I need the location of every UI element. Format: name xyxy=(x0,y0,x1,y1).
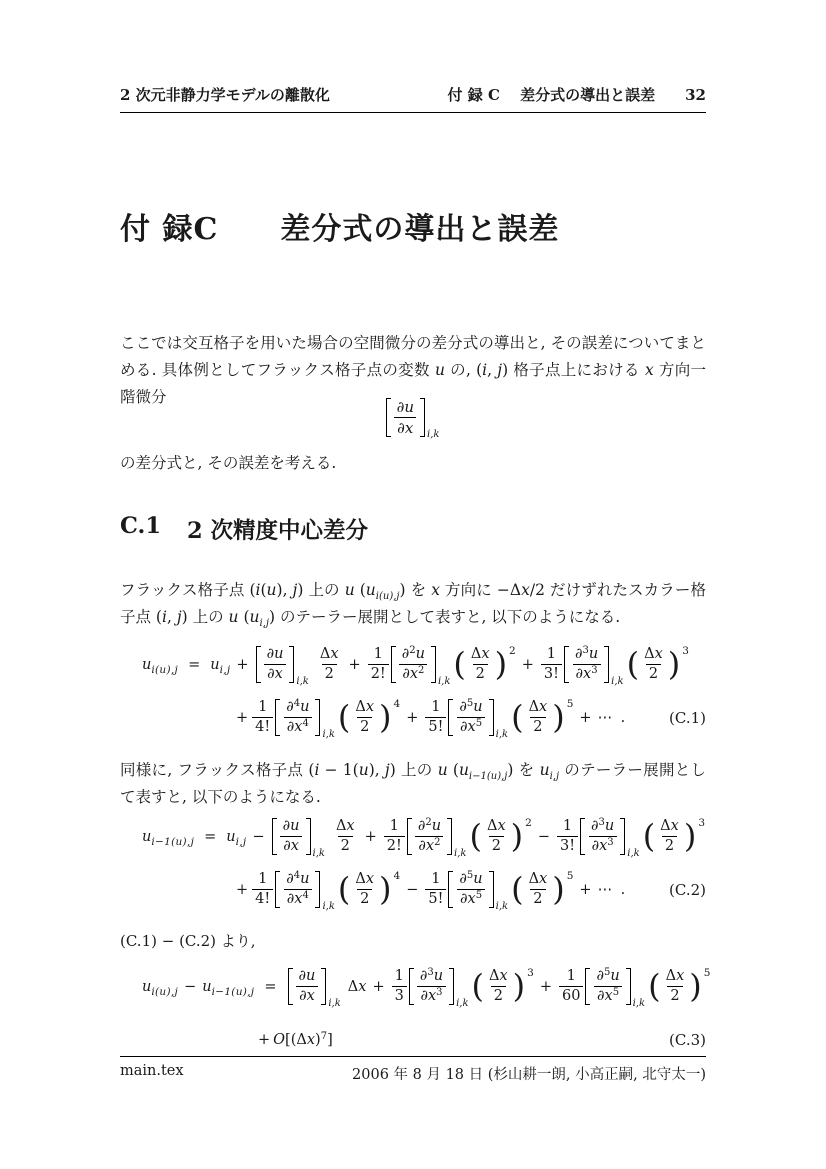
page-header xyxy=(120,84,706,113)
display-equation-derivative xyxy=(120,396,706,439)
header-chapter-title: 付 録 C 差分式の導出と誤差 xyxy=(447,86,656,104)
footer-date-authors: 2006 年 8 月 18 日 (杉山耕一朗, 小高正嗣, 北守太一) xyxy=(352,1067,706,1083)
header-page-number: 32 xyxy=(685,86,706,104)
equation-c2-line2: + $\frac{1}{4!}$ ∂$^4$u $\partial x^4$ $_{i,k}$( $\frac{\Delta x}{2}$ ) $^4$− $\frac{1}{5!}$ ∂$^5$u $\partial x^5$ $_{i,k}$( $\frac{\Delta x}{2}$ ) $^5$+ ⋯ . (C.2) xyxy=(236,869,706,912)
body-paragraph-taylor1: フラックス格子点 (i(u), j) 上の u $(u_{i(u),j})$ を x 方向に −Δx/2 だけずれたスカラー格子点 (i, j) 上の u $(u_{i,j})$ のテーラー展開として表すと, 以下のようになる. xyxy=(120,581,707,630)
derivation-connector-text: (C.1) − (C.2) より, xyxy=(120,932,256,950)
equation-label-c1: (C.1) xyxy=(669,708,706,727)
equation-c3-line1: $u_{i(u),j} - u_{i-1(u),j}$ = ∂u ∂x $_{i,k}$Δx + $\frac{1}{3}$ ∂$^3$u $\partial x^3$ $_{i,k}$( $\frac{\Delta x}{2}$ ) $^3$+ $\frac{1}{60}$ ∂$^5$u $\partial x^5$ $_{i,k}$( $\frac{\Delta x}{2}$ ) $^5$ xyxy=(142,966,711,1009)
equation-c3 xyxy=(120,960,711,1066)
chapter-title: 付 録C 差分式の導出と誤差 xyxy=(120,212,560,247)
derivative-expression: ∂u ∂x $_{i,k}$ xyxy=(385,396,442,439)
section-title: 2 次精度中心差分 xyxy=(187,518,369,544)
equation-c1-line2: + $\frac{1}{4!}$ ∂$^4$u $\partial x^4$ $_{i,k}$( $\frac{\Delta x}{2}$ ) $^4$+ $\frac{1}{5!}$ ∂$^5$u $\partial x^5$ $_{i,k}$( $\frac{\Delta x}{2}$ ) $^5$+ ⋯ . (C.1) xyxy=(236,697,706,740)
equation-c2 xyxy=(120,810,706,916)
footer-filename: main.tex xyxy=(120,1063,184,1079)
section-heading xyxy=(120,513,368,545)
equation-c1 xyxy=(120,638,706,744)
equation-label-c3: (C.3) xyxy=(669,1030,706,1049)
equation-c3-line2: + $O[(\Delta x)^7]$ (C.3) xyxy=(258,1030,706,1049)
intro-paragraph: ここでは交互格子を用いた場合の空間微分の差分式の導出と, その誤差についてまとめる. 具体例としてフラックス格子点の変数 u の, (i, j) 格子点上における x 方向一階微分 xyxy=(120,334,706,406)
equation-c1-line1: $u_{i(u),j} = u_{i,j}$ + ∂u ∂x $_{i,k}$ $\frac{\Delta x}{2}$ + $\frac{1}{2!}$ ∂$^2$u $\partial x^2$ $_{i,k}$( $\frac{\Delta x}{2}$ ) $^2$+ $\frac{1}{3!}$ ∂$^3$u $\partial x^3$ $_{i,k}$( $\frac{\Delta x}{2}$ ) $^3$ xyxy=(142,644,689,687)
page-footer xyxy=(120,1056,706,1084)
equation-label-c2: (C.2) xyxy=(669,880,706,899)
equation-c2-line1: $u_{i-1(u),j} = u_{i,j}$ − ∂u ∂x $_{i,k}$ $\frac{\Delta x}{2}$ + $\frac{1}{2!}$ ∂$^2$u $\partial x^2$ $_{i,k}$( $\frac{\Delta x}{2}$ ) $^2$− $\frac{1}{3!}$ ∂$^3$u $\partial x^3$ $_{i,k}$( $\frac{\Delta x}{2}$ ) $^3$ xyxy=(142,816,706,859)
header-running-title: 2 次元非静力学モデルの離散化 xyxy=(120,86,330,104)
body-paragraph-taylor2: 同様に, フラックス格子点 (i − 1(u), j) 上の u $(u_{i-1(u),j})$ を $u_{i,j}$ のテーラー展開として表すと, 以下のようになる. xyxy=(120,761,706,806)
section-number: C.1 xyxy=(120,513,162,539)
after-equation-text: の差分式と, その誤差を考える. xyxy=(120,454,337,472)
